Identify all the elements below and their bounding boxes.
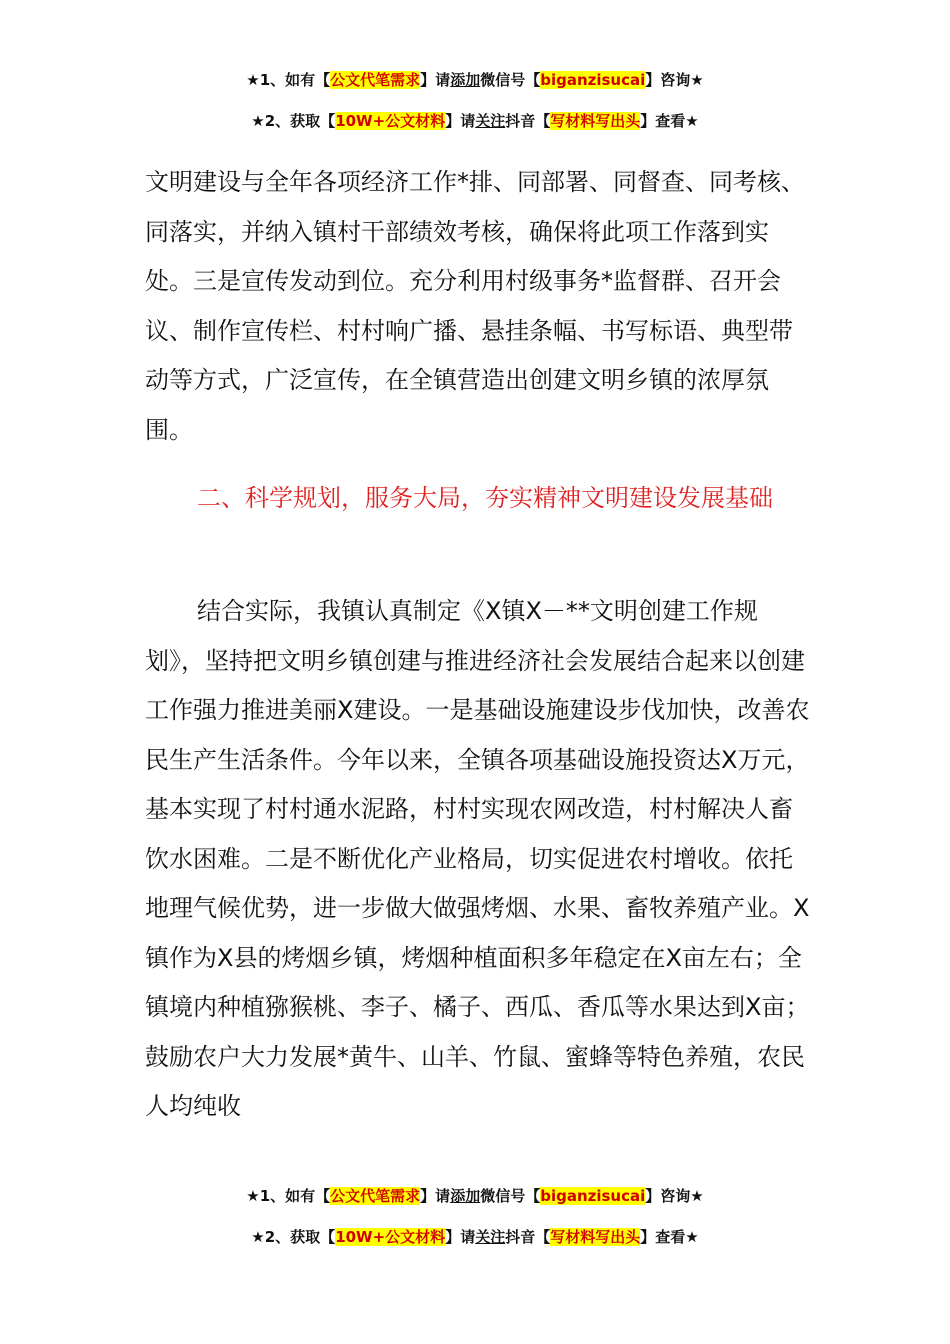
paragraph-text: 文明建设与全年各项经济工作*排、同部署、同督查、同考核、同落实，并纳入镇村干部绩效考核，确保将此项工作落到实处。三是宣传发动到位。充分利用村级事务*监督群、召开会议、制作宣传栏、村村响广播、悬挂条幅、书写标语、典型带动等方式，广泛宣传，在全镇营造出创建文明乡镇的浓厚氛围。 <box>145 168 805 444</box>
footer-banner-line-1 <box>0 1186 950 1206</box>
banner-highlight: 公文代笔需求 <box>330 1187 421 1205</box>
banner-text: 抖音【 <box>505 112 551 130</box>
banner-highlight: 10W+公文材料 <box>335 112 446 130</box>
banner-text: 】咨询★ <box>645 71 704 89</box>
banner-text: 】请 <box>420 1187 451 1205</box>
banner-underlined-text: 添加 <box>450 1187 481 1205</box>
banner-text: 】查看★ <box>640 1228 699 1246</box>
body-paragraph-2 <box>145 587 813 1132</box>
banner-text: 】请 <box>420 71 451 89</box>
banner-text: 微信号【 <box>480 1187 541 1205</box>
banner-highlight: 10W+公文材料 <box>335 1228 446 1246</box>
banner-highlight: 写材料写出头 <box>550 1228 641 1246</box>
banner-underlined-text: 添加 <box>450 71 481 89</box>
footer-banner-line-2 <box>0 1227 950 1247</box>
banner-underlined-text: 关注 <box>475 112 506 130</box>
banner-highlight: biganzisucai <box>540 71 646 89</box>
banner-text: ★1、如有【 <box>246 71 331 89</box>
banner-text: 】查看★ <box>640 112 699 130</box>
paragraph-text: 结合实际，我镇认真制定《X镇X－**文明创建工作规划》，坚持把文明乡镇创建与推进经济社会发展结合起来以创建工作强力推进美丽X建设。一是基础设施建设步伐加快，改善农民生产生活条件。今年以来，全镇各项基础设施投资达X万元，基本实现了村村通水泥路，村村实现农网改造，村村解决人畜饮水困难。二是不断优化产业格局，切实促进农村增收。依托地理气候优势，进一步做大做强烤烟、水果、畜牧养殖产业。X镇作为X县的烤烟乡镇，烤烟种植面积多年稳定在X亩左右；全镇境内种植猕猴桃、李子、橘子、西瓜、香瓜等水果达到X亩；鼓励农户大力发展*黄牛、山羊、竹鼠、蜜蜂等特色养殖，农民人均纯收 <box>145 597 810 1120</box>
banner-text: 抖音【 <box>505 1228 551 1246</box>
banner-highlight: 公文代笔需求 <box>330 71 421 89</box>
banner-text: ★2、获取【 <box>251 112 336 130</box>
banner-text: 】请 <box>445 1228 476 1246</box>
body-paragraph-1 <box>145 158 813 455</box>
banner-text: 】请 <box>445 112 476 130</box>
header-banner-line-2 <box>0 111 950 131</box>
banner-text: 微信号【 <box>480 71 541 89</box>
banner-text: 】咨询★ <box>645 1187 704 1205</box>
header-banner-line-1 <box>0 70 950 90</box>
banner-underlined-text: 关注 <box>475 1228 506 1246</box>
banner-text: ★2、获取【 <box>251 1228 336 1246</box>
banner-text: ★1、如有【 <box>246 1187 331 1205</box>
banner-highlight: biganzisucai <box>540 1187 646 1205</box>
banner-highlight: 写材料写出头 <box>550 112 641 130</box>
section-heading: 二、科学规划，服务大局，夯实精神文明建设发展基础 <box>197 484 773 512</box>
